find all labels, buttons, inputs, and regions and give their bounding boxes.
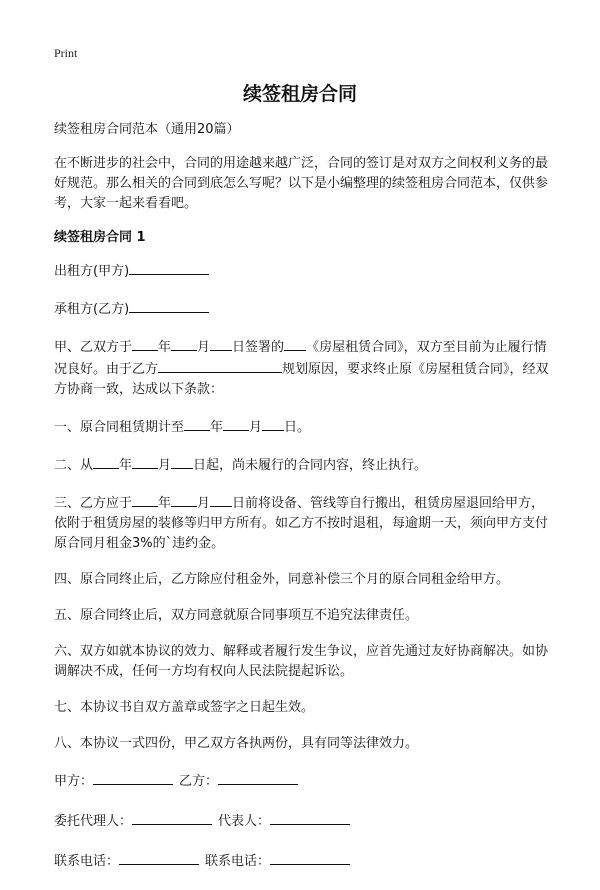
- agent-label: 委托代理人：: [54, 814, 133, 829]
- phone-a-label: 联系电话：: [54, 854, 120, 869]
- year-blank: [132, 336, 158, 351]
- print-link[interactable]: Print: [54, 46, 78, 60]
- year-blank: [184, 416, 210, 431]
- year-blank: [93, 454, 119, 469]
- month-blank: [132, 454, 158, 469]
- intro-paragraph: 在不断进步的社会中，合同的用途越来越广泛，合同的签订是对双方之间权利义务的最好规范。那么相关的合同到底怎么写呢？以下是小编整理的续签租房合同范本，仅供参考，大家一起来看看吧。: [54, 156, 549, 211]
- clause-8: 八、本协议一式四份，甲乙双方各执两份，具有同等法律效力。: [54, 736, 419, 751]
- clause-5: 五、原合同终止后，双方同意就原合同事项互不追究法律责任。: [54, 608, 419, 623]
- text-segment: 一、原合同租赁期计至: [54, 420, 185, 435]
- text-segment: 日签署的: [232, 340, 285, 355]
- year-blank: [132, 492, 158, 507]
- text-segment: 月: [158, 458, 172, 473]
- clause-6: 六、双方如就本协议的效力、解释或者履行发生争议，应首先通过友好协商解决。如协调解决不成，任何一方均有权向人民法院提起诉讼。: [54, 644, 549, 679]
- day-blank: [210, 336, 232, 351]
- page-title: 续签租房合同: [242, 83, 357, 105]
- lessee-line: [54, 298, 554, 320]
- party-a-blank: [93, 770, 173, 785]
- text-segment: 日。: [284, 420, 311, 435]
- text-segment: 月: [197, 340, 211, 355]
- section-heading: 续签租房合同 1: [54, 230, 146, 245]
- document-subtitle: 续签租房合同范本（通用20篇）: [54, 122, 240, 137]
- party-b-label: 乙方：: [179, 774, 219, 789]
- text-segment: 日前将设备、管线等自行搬出，租赁房屋退回给甲方，依附于租赁房屋的装修等归甲方所有。如乙方不按时退租，每逾期一天，须向甲方支付原合同月租金3%的`违约金。: [54, 496, 549, 551]
- month-blank: [171, 492, 197, 507]
- text-segment: 甲、乙双方于: [54, 340, 133, 355]
- phone-b-blank: [270, 850, 350, 865]
- text-segment: 《房屋租赁合同》，双方至目前为止履行情况良好。由于乙方: [54, 340, 547, 377]
- agent-blank: [132, 810, 212, 825]
- lessee-blank: [129, 298, 209, 313]
- signature-row-phones: [54, 850, 554, 872]
- lessor-label: 出租方(甲方): [54, 264, 130, 279]
- document-body: [54, 120, 554, 890]
- intro-clause: [54, 336, 554, 400]
- clause-1: [54, 416, 554, 438]
- text-segment: 年: [119, 458, 133, 473]
- signature-row-parties: [54, 770, 554, 792]
- clause-4: 四、原合同终止后，乙方除应付租金外，同意补偿三个月的原合同租金给甲方。: [54, 572, 510, 587]
- text-segment: 月: [249, 420, 263, 435]
- phone-b-label: 联系电话：: [205, 854, 271, 869]
- text-segment: 二、从: [54, 458, 94, 473]
- party-a-label: 甲方：: [54, 774, 94, 789]
- clause-3: [54, 492, 554, 554]
- text-segment: 年: [158, 496, 172, 511]
- day-blank: [262, 416, 284, 431]
- signature-row-agents: [54, 810, 554, 832]
- day-blank: [171, 454, 193, 469]
- representative-label: 代表人：: [218, 814, 271, 829]
- party-b-blank: [218, 770, 298, 785]
- month-blank: [223, 416, 249, 431]
- date-blank: [284, 336, 306, 351]
- clause-7: 七、本协议书自双方盖章或签字之日起生效。: [54, 700, 315, 715]
- clause-2: [54, 454, 554, 476]
- text-segment: 规划原因，要求终止原《房屋租赁合同》，经双方协商一致，达成以下条款：: [54, 362, 549, 397]
- text-segment: 年: [210, 420, 224, 435]
- text-segment: 月: [197, 496, 211, 511]
- text-segment: 日起，尚未履行的合同内容，终止执行。: [193, 458, 428, 473]
- phone-a-blank: [119, 850, 199, 865]
- text-segment: 三、乙方应于: [54, 496, 133, 511]
- text-segment: 年: [158, 340, 172, 355]
- lessee-label: 承租方(乙方): [54, 302, 130, 317]
- month-blank: [171, 336, 197, 351]
- reason-blank: [158, 358, 282, 373]
- day-blank: [210, 492, 232, 507]
- representative-blank: [270, 810, 350, 825]
- lessor-blank: [129, 260, 209, 275]
- lessor-line: [54, 260, 554, 282]
